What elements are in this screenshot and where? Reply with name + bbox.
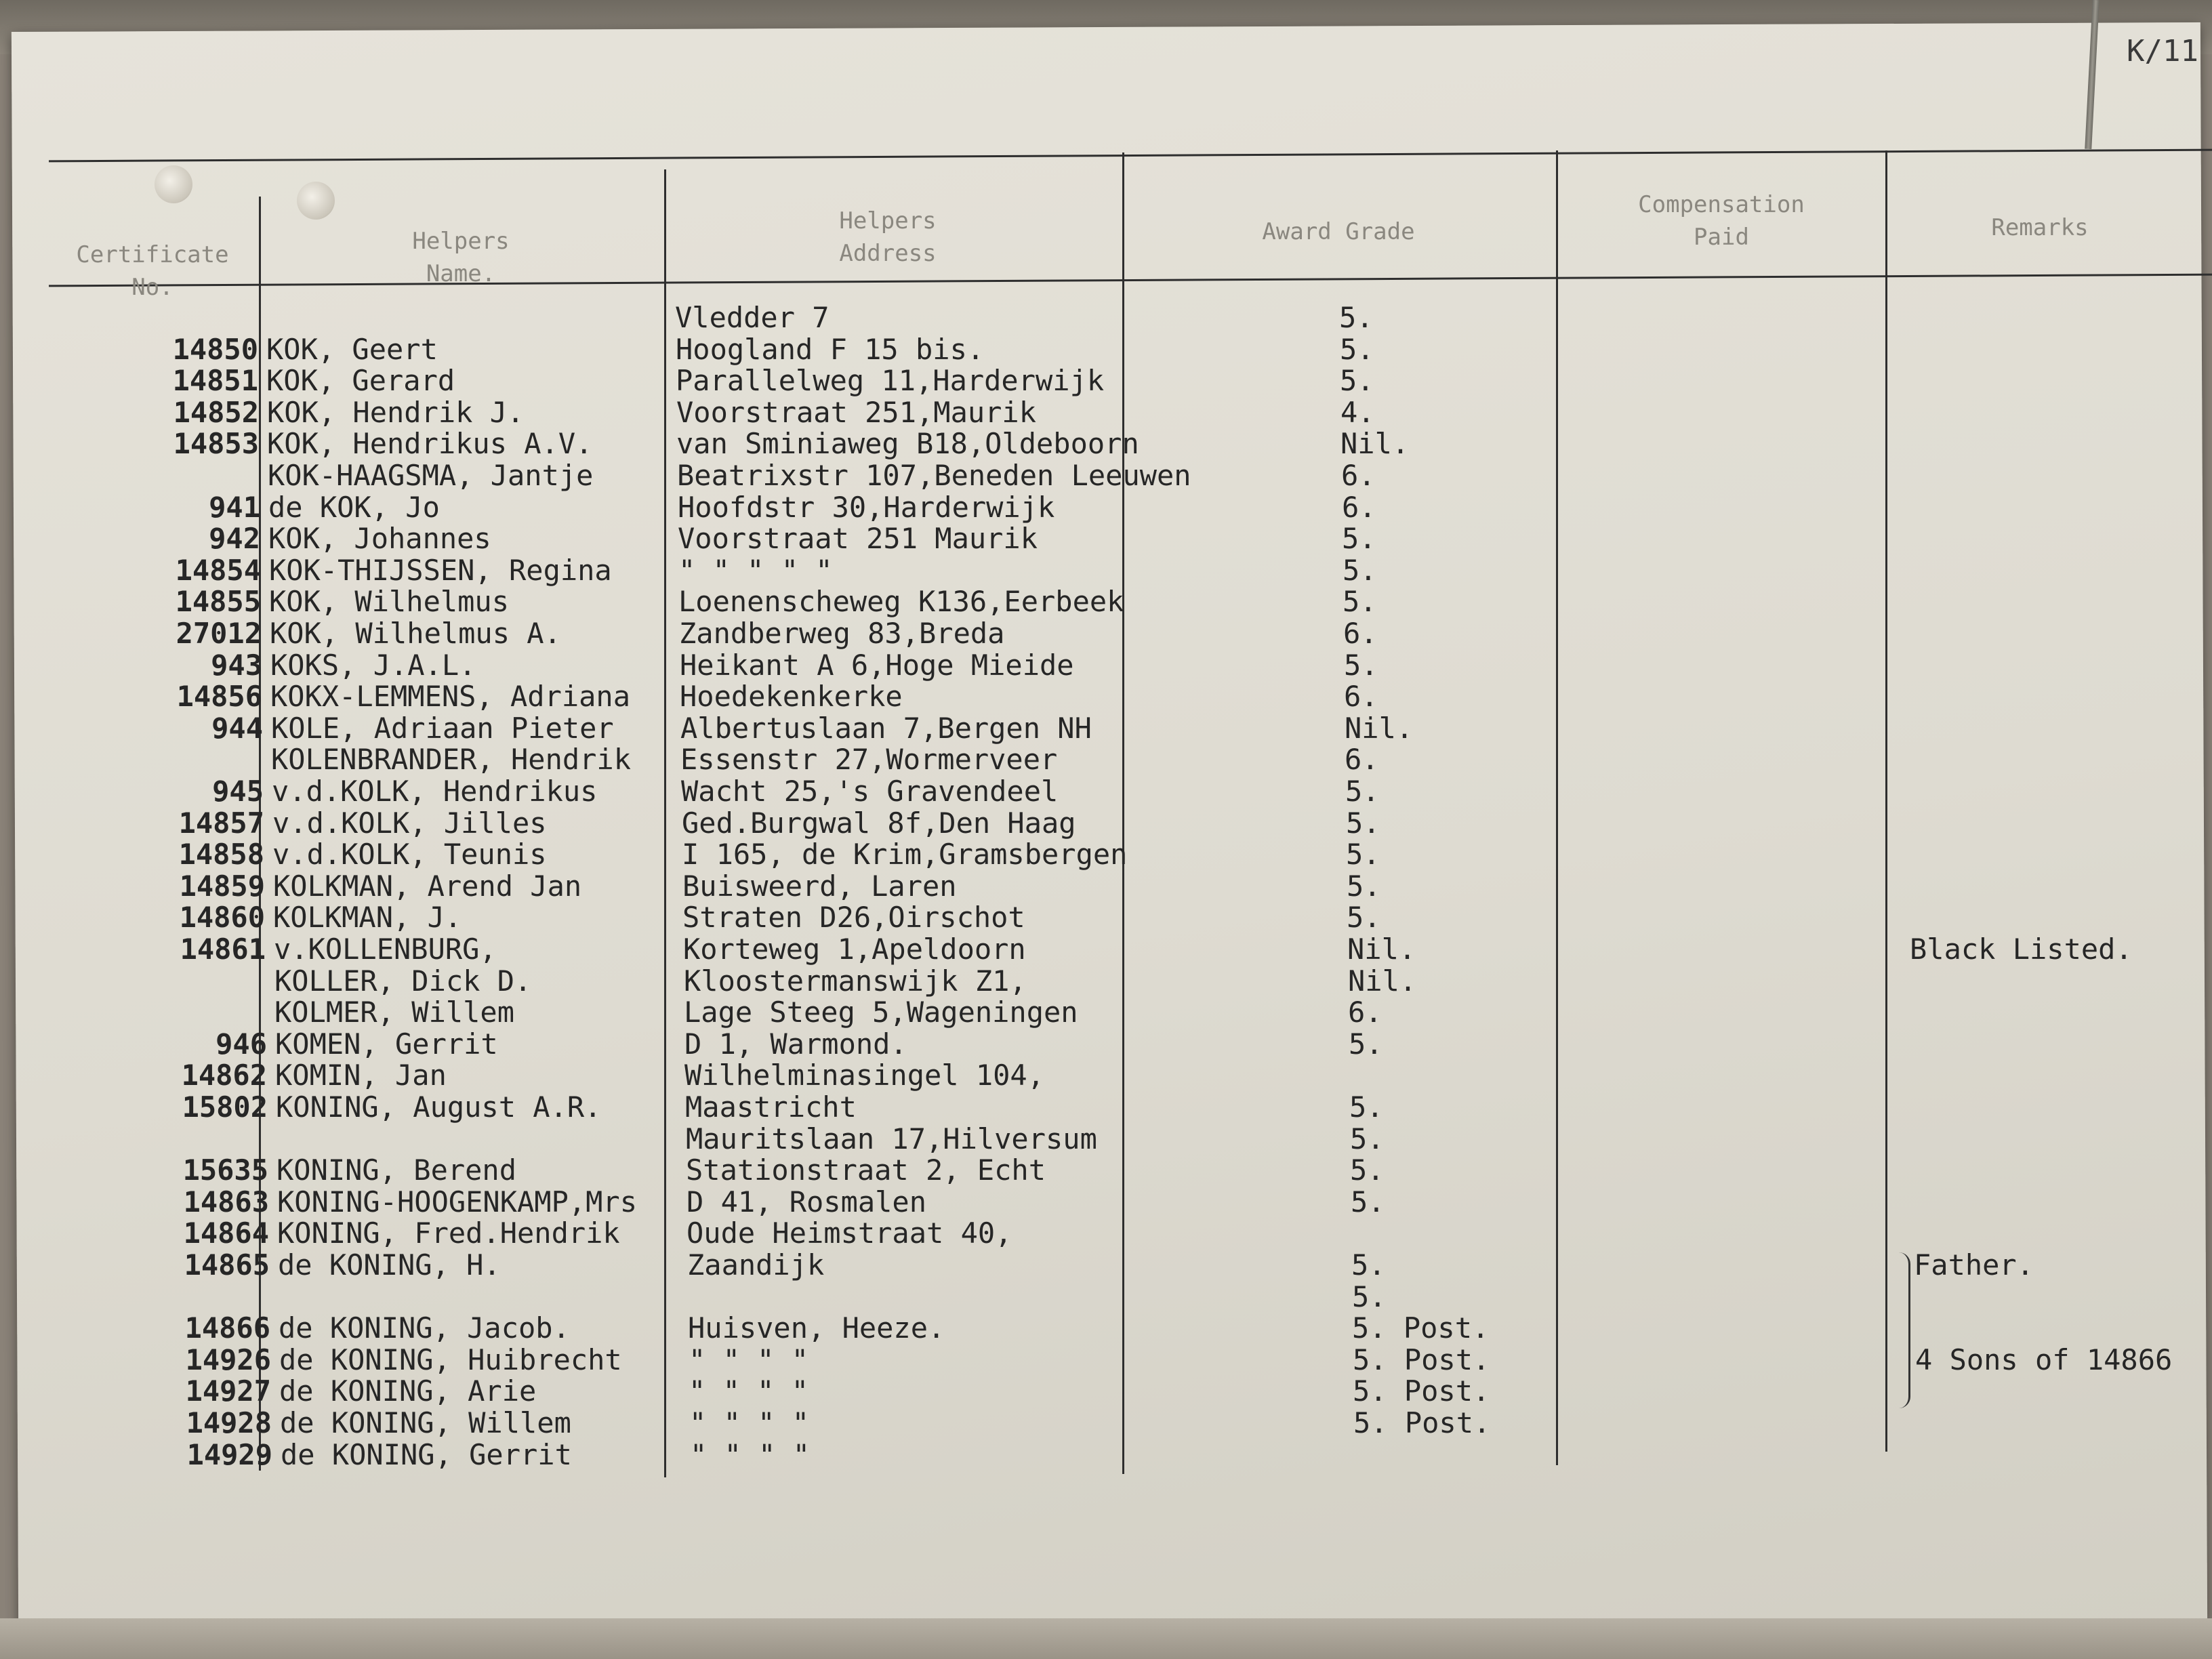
row-address: Vledder 7 <box>675 301 830 334</box>
row-address: " " " " <box>689 1343 809 1376</box>
row-name: KOK, Wilhelmus A. <box>270 617 561 650</box>
row-name: KOK-THIJSSEN, Regina <box>269 554 612 587</box>
row-address: Voorstraat 251 Maurik <box>678 522 1038 555</box>
row-address: Kloostermanswijk Z1, <box>684 964 1027 998</box>
row-name: KOLKMAN, J. <box>273 901 462 934</box>
row-address: " " " " <box>690 1438 811 1471</box>
row-award-grade: 5. <box>1346 806 1380 840</box>
row-award-grade: 5. <box>1339 301 1374 334</box>
column-divider-4 <box>1556 150 1558 1465</box>
row-certificate: 15802 <box>182 1090 268 1124</box>
column-divider-2 <box>664 169 666 1477</box>
row-award-grade: 5. <box>1345 775 1380 808</box>
header-remarks-line1: Remarks <box>1991 214 2089 241</box>
row-award-grade: 5. Post. <box>1353 1406 1491 1439</box>
row-award-grade: 6. <box>1345 743 1379 776</box>
row-name: v.KOLLENBURG, <box>274 933 497 966</box>
row-award-grade: 5. <box>1352 1280 1387 1313</box>
row-certificate: 15635 <box>182 1153 268 1187</box>
row-address: Buisweerd, Laren <box>682 869 957 903</box>
row-name: KOLENBRANDER, Hendrik <box>271 743 632 776</box>
row-name: KONING, August A.R. <box>276 1090 602 1124</box>
header-address <box>678 205 1098 270</box>
row-name: de KOK, Jo <box>268 491 440 524</box>
row-address: Hoofdstr 30,Harderwijk <box>678 491 1055 524</box>
row-certificate: 942 <box>209 522 260 555</box>
row-address: Hoogland F 15 bis. <box>676 333 985 366</box>
header-award-grade <box>1132 216 1545 248</box>
row-address: I 165, de Krim,Gramsbergen <box>682 838 1128 871</box>
row-name: KOK, Hendrikus A.V. <box>267 427 593 460</box>
row-award-grade: 5. Post. <box>1352 1311 1490 1345</box>
row-address: Zandberweg 83,Breda <box>679 617 1005 650</box>
family-bracket <box>1899 1252 1910 1408</box>
row-name: KOK, Johannes <box>268 522 491 555</box>
row-certificate: 14926 <box>185 1343 271 1376</box>
row-award-grade: 5. <box>1343 554 1377 587</box>
row-address: Hoedekenkerke <box>680 680 903 713</box>
row-certificate: 945 <box>212 775 264 808</box>
row-name: KOLMER, Willem <box>274 996 515 1029</box>
row-address: van Sminiaweg B18,Oldeboorn <box>676 427 1139 460</box>
row-name: de KONING, Arie <box>279 1374 537 1408</box>
row-certificate: 14864 <box>183 1216 269 1250</box>
row-certificate: 14929 <box>186 1438 272 1471</box>
punch-hole-right <box>297 182 335 220</box>
row-name: KOK, Wilhelmus <box>269 585 510 618</box>
row-award-grade: 5. <box>1347 901 1381 934</box>
row-award-grade: Nil. <box>1340 427 1410 460</box>
row-certificate: 14851 <box>172 364 258 397</box>
row-certificate: 14860 <box>179 901 265 934</box>
row-address: Oude Heimstraat 40, <box>687 1216 1012 1250</box>
row-award-grade: 5. <box>1349 1090 1384 1124</box>
row-name: KONING-HOOGENKAMP,Mrs <box>277 1185 638 1218</box>
row-address: Korteweg 1,Apeldoorn <box>683 933 1026 966</box>
header-compensation-line2: Paid <box>1694 224 1749 251</box>
row-name: v.d.KOLK, Teunis <box>272 838 547 871</box>
header-compensation <box>1565 188 1877 253</box>
row-certificate: 14857 <box>178 806 264 840</box>
row-certificate: 14850 <box>172 333 258 366</box>
row-award-grade: Nil. <box>1345 712 1414 745</box>
row-name: de KONING, Huibrecht <box>279 1343 622 1376</box>
header-certificate <box>54 239 251 304</box>
punch-hole-left <box>155 165 192 203</box>
row-award-grade: Nil. <box>1348 964 1417 998</box>
row-address: Maastricht <box>685 1090 857 1124</box>
header-name-line1: Helpers <box>412 228 510 255</box>
row-award-grade: 5. <box>1344 649 1378 682</box>
row-award-grade: 6. <box>1341 459 1376 492</box>
row-name: de KONING, Jacob. <box>279 1311 570 1345</box>
row-award-grade: 5. Post. <box>1353 1343 1490 1376</box>
header-remarks <box>1898 211 2182 244</box>
header-name <box>271 225 651 290</box>
header-address-line2: Address <box>839 240 937 267</box>
column-divider-5 <box>1885 150 1887 1452</box>
row-certificate: 14858 <box>178 838 264 871</box>
row-name: de KONING, Gerrit <box>281 1438 572 1471</box>
row-certificate: 14853 <box>173 427 259 460</box>
row-remark: 4 Sons of 14866 <box>1915 1343 2173 1376</box>
header-award-line1: Award Grade <box>1262 218 1415 245</box>
row-certificate: 14854 <box>175 554 261 587</box>
reference-code: K/11 <box>2127 34 2198 68</box>
row-certificate: 14863 <box>183 1185 269 1218</box>
row-award-grade: 5. <box>1340 333 1374 366</box>
row-certificate: 944 <box>211 712 263 745</box>
row-name: de KONING, H. <box>278 1248 501 1282</box>
row-name: KONING, Fred.Hendrik <box>277 1216 620 1250</box>
row-name: KOK, Geert <box>266 333 438 366</box>
row-certificate: 14866 <box>184 1311 270 1345</box>
row-address: Zaandijk <box>687 1248 825 1282</box>
row-address: Wilhelminasingel 104, <box>684 1059 1045 1092</box>
row-certificate: 946 <box>216 1027 267 1061</box>
row-address: Essenstr 27,Wormerveer <box>680 743 1058 776</box>
row-certificate: 14856 <box>176 680 262 713</box>
row-address: Beatrixstr 107,Beneden Leeuwen <box>677 459 1191 492</box>
row-address: Mauritslaan 17,Hilversum <box>686 1122 1097 1155</box>
row-name: KOLKMAN, Arend Jan <box>273 869 582 903</box>
row-award-grade: 5. Post. <box>1353 1374 1490 1408</box>
row-address: Heikant A 6,Hoge Mieide <box>680 649 1074 682</box>
header-name-line2: Name. <box>426 260 496 287</box>
row-name: KOKS, J.A.L. <box>270 649 476 682</box>
header-compensation-line1: Compensation <box>1638 191 1805 218</box>
row-award-grade: 5. <box>1340 364 1374 397</box>
row-certificate: 14862 <box>181 1059 267 1092</box>
row-address: Stationstraat 2, Echt <box>686 1153 1046 1187</box>
row-address: D 41, Rosmalen <box>687 1185 927 1218</box>
row-address: " " " " <box>689 1406 810 1439</box>
row-name: KOLLER, Dick D. <box>274 964 532 998</box>
row-award-grade: 5. <box>1346 838 1380 871</box>
row-address: Voorstraat 251,Maurik <box>676 396 1037 429</box>
header-address-line1: Helpers <box>839 207 937 234</box>
row-certificate: 14852 <box>173 396 259 429</box>
row-remark: Black Listed. <box>1910 933 2133 966</box>
row-award-grade: 6. <box>1348 996 1382 1029</box>
row-certificate: 14865 <box>184 1248 270 1282</box>
header-certificate-line2: No. <box>131 274 173 301</box>
row-award-grade: 5. <box>1351 1185 1385 1218</box>
row-name: v.d.KOLK, Hendrikus <box>272 775 598 808</box>
row-address: Loenenscheweg K136,Eerbeek <box>678 585 1124 618</box>
row-award-grade: 4. <box>1340 396 1375 429</box>
row-certificate: 941 <box>209 491 260 524</box>
row-address: Wacht 25,'s Gravendeel <box>681 775 1059 808</box>
row-award-grade: 5. <box>1351 1248 1386 1282</box>
row-address: Albertuslaan 7,Bergen NH <box>680 712 1092 745</box>
row-address: " " " " " <box>678 554 833 587</box>
row-certificate: 943 <box>211 649 262 682</box>
row-award-grade: 5. <box>1350 1122 1385 1155</box>
row-name: KOK, Hendrik J. <box>267 396 525 429</box>
row-name: KOMIN, Jan <box>275 1059 447 1092</box>
row-award-grade: 5. <box>1349 1027 1383 1061</box>
row-certificate: 27012 <box>176 617 262 650</box>
row-address: D 1, Warmond. <box>684 1027 907 1061</box>
row-award-grade: 6. <box>1342 491 1376 524</box>
row-award-grade: 6. <box>1344 680 1378 713</box>
row-name: KOK-HAAGSMA, Jantje <box>268 459 594 492</box>
row-name: KONING, Berend <box>276 1153 517 1187</box>
row-name: KOLE, Adriaan Pieter <box>271 712 614 745</box>
sheet-edge-bottom <box>0 1618 2212 1659</box>
row-award-grade: 5. <box>1343 585 1377 618</box>
row-certificate: 14859 <box>179 869 265 903</box>
row-address: " " " " <box>689 1374 809 1408</box>
row-address: Lage Steeg 5,Wageningen <box>684 996 1078 1029</box>
row-address: Ged.Burgwal 8f,Den Haag <box>682 806 1076 840</box>
row-award-grade: 5. <box>1342 522 1376 555</box>
row-award-grade: 5. <box>1350 1153 1385 1187</box>
row-certificate: 14861 <box>180 933 266 966</box>
row-award-grade: Nil. <box>1347 933 1416 966</box>
row-name: v.d.KOLK, Jilles <box>272 806 547 840</box>
row-certificate: 14927 <box>185 1374 271 1408</box>
row-address: Huisven, Heeze. <box>688 1311 945 1345</box>
row-name: KOK, Gerard <box>266 364 455 397</box>
row-name: KOKX-LEMMENS, Adriana <box>270 680 631 713</box>
header-certificate-line1: Certificate <box>76 241 229 268</box>
row-award-grade: 5. <box>1347 869 1381 903</box>
row-name: de KONING, Willem <box>280 1406 571 1439</box>
column-divider-3 <box>1122 152 1124 1474</box>
row-certificate: 14928 <box>186 1406 272 1439</box>
row-award-grade: 6. <box>1343 617 1378 650</box>
row-name: KOMEN, Gerrit <box>275 1027 498 1061</box>
row-address: Parallelweg 11,Harderwijk <box>676 364 1105 397</box>
row-address: Straten D26,Oirschot <box>682 901 1025 934</box>
row-certificate: 14855 <box>175 585 261 618</box>
row-remark: Father. <box>1914 1248 2034 1282</box>
